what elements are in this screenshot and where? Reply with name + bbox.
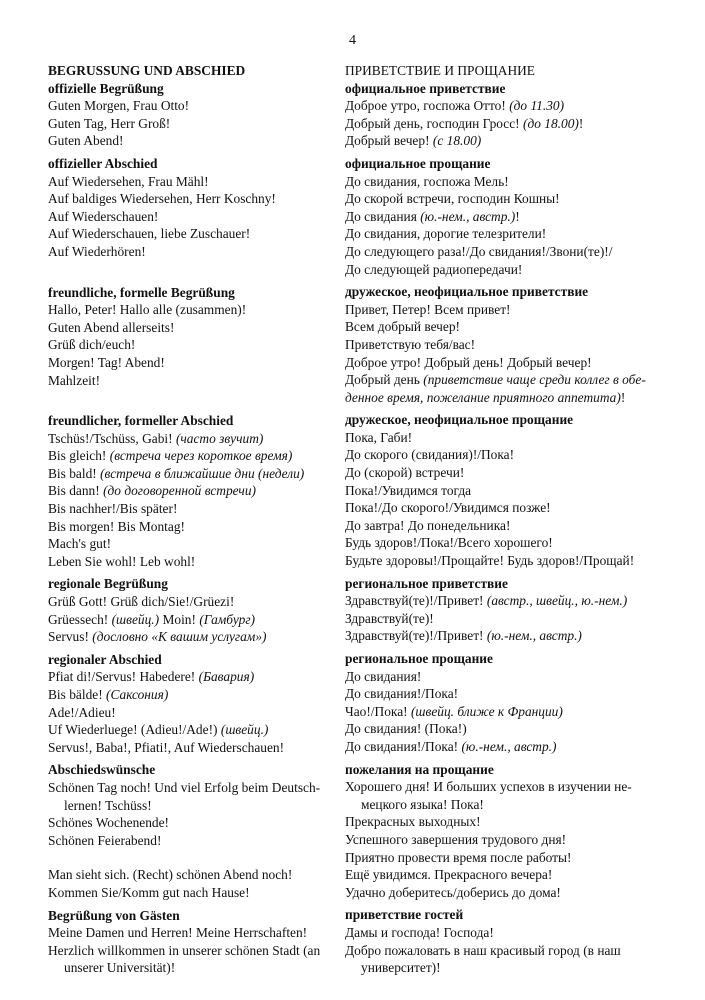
phrase-line	[345, 261, 657, 279]
phrase-text: дружеское, неофициальное приветствие	[345, 284, 589, 300]
phrase-text: Guten Tag, Herr Groß!	[48, 115, 171, 131]
phrase-text: Добрый день, господин Гросс!	[345, 115, 520, 131]
section-heading	[48, 62, 338, 80]
phrase-text: До свидания, госпожа Мель!	[345, 173, 509, 189]
phrase-line	[48, 797, 338, 815]
phrase-note: (ю.-нем., австр.)	[461, 738, 557, 754]
phrase-text: Schönes Wochenende!	[48, 815, 170, 831]
phrase-line	[48, 628, 338, 646]
phrase-text: Успешного завершения трудового дня!	[345, 831, 567, 847]
phrase-text: университет)!	[361, 960, 441, 976]
phrase-line	[48, 959, 338, 977]
phrase-text: Доброе утро, госпожа Отто!	[345, 98, 506, 114]
phrase-note: (с 18.00)	[432, 133, 482, 149]
phrase-line	[345, 703, 657, 721]
phrase-text: Здравствуй(те)!	[345, 610, 434, 626]
phrase-line	[345, 534, 657, 552]
phrase-line	[48, 354, 338, 372]
phrase-text: До свидания, дорогие телезрители!	[345, 226, 547, 242]
phrase-text: Привет, Петер! Всем привет!	[345, 301, 511, 317]
phrase-line	[48, 372, 338, 390]
phrase-text: До (скорой) встречи!	[345, 465, 465, 481]
phrase-line	[345, 592, 657, 610]
phrase-text: Servus!, Baba!, Pfiati!, Auf Wiederschauen!	[48, 739, 285, 755]
russian-column	[345, 62, 657, 977]
phrase-line	[48, 535, 338, 553]
phrase-text: Приветствую тебя/вас!	[345, 336, 476, 352]
phrase-text: Добрый день	[345, 372, 420, 388]
phrase-line	[345, 778, 657, 796]
section-heading	[48, 284, 338, 302]
section-heading	[48, 412, 338, 430]
phrase-line	[48, 482, 338, 500]
phrase-text: До скорого (свидания)!/Пока!	[345, 447, 515, 463]
phrase-text: Добрый вечер!	[345, 133, 430, 149]
phrase-text: freundlicher, formeller Abschied	[48, 413, 234, 429]
phrase-text: До свидания! (Пока!)	[345, 721, 467, 737]
phrase-line	[48, 721, 338, 739]
phrase-text: Bis dann!	[48, 483, 100, 499]
phrase-text: !	[515, 208, 520, 224]
phrase-text: Bis bälde!	[48, 687, 103, 702]
phrase-text: Bis bald!	[48, 465, 97, 481]
phrase-line	[48, 832, 338, 850]
phrase-line	[345, 97, 657, 115]
phrase-note: (до 11.30)	[509, 98, 565, 114]
phrase-line	[345, 464, 657, 482]
section-heading	[345, 80, 657, 98]
phrase-text: offizielle Begrüßung	[48, 80, 164, 96]
phrase-line	[345, 190, 657, 208]
phrase-text: lernen! Tschüss!	[64, 797, 152, 813]
phrase-note: (встреча в ближайшие дни (недели)	[100, 465, 305, 481]
phrase-text: региональное прощание	[345, 651, 493, 666]
phrase-line	[345, 208, 657, 226]
phrase-line	[345, 796, 657, 814]
phrase-line	[345, 371, 657, 389]
phrase-text: пожелания на прощание	[345, 761, 494, 777]
phrase-line	[345, 225, 657, 243]
phrase-text: мецкого языка! Пока!	[361, 796, 484, 812]
section-heading	[345, 155, 657, 173]
phrase-text: Grüessech!	[48, 611, 109, 627]
phrase-line	[345, 482, 657, 500]
phrase-text: Guten Abend!	[48, 133, 124, 149]
phrase-line	[345, 115, 657, 133]
phrase-line	[48, 319, 338, 337]
phrase-text: Хорошего дня! И больших успехов в изучении не-	[345, 779, 632, 795]
phrase-line	[48, 500, 338, 518]
phrase-line	[48, 336, 338, 354]
phrase-line	[345, 959, 657, 977]
phrase-text: Здравствуй(те)!/Привет!	[345, 593, 484, 609]
phrase-text: Добро пожаловать в наш красивый город (в наш	[345, 942, 621, 958]
phrase-text: Ещё увидимся. Прекрасного вечера!	[345, 867, 553, 883]
phrase-note: (ю.-нем., австр.)	[420, 208, 516, 224]
phrase-text: !	[620, 389, 626, 405]
phrase-text: Schönen Tag noch! Und viel Erfolg beim Deutsch-	[48, 779, 321, 795]
section-heading	[345, 761, 657, 779]
phrase-text: Herzlich willkommen in unserer schönen Stadt (an	[48, 942, 321, 958]
phrase-text: Leben Sie wohl! Leb wohl!	[48, 553, 196, 569]
phrase-line	[345, 446, 657, 464]
phrase-text: дружеское, неофициальное прощание	[345, 412, 574, 428]
phrase-line	[345, 668, 657, 686]
phrase-note: (швейц. ближе к Франции)	[410, 703, 563, 719]
phrase-line	[345, 813, 657, 831]
phrase-line	[345, 173, 657, 191]
phrase-line	[345, 610, 657, 628]
phrase-text: До свидания	[345, 208, 417, 224]
phrase-line	[345, 389, 657, 407]
phrase-text: Пока, Габи!	[345, 429, 413, 445]
section-heading	[345, 283, 657, 301]
phrase-text: Пока!/До скорого!/Увидимся позже!	[345, 500, 551, 516]
phrase-text: Чао!/Пока!	[345, 703, 408, 719]
phrase-text: Uf Wiederluege! (Adieu!/Ade!)	[48, 722, 218, 738]
section-heading	[345, 650, 657, 668]
phrase-note: (до 18.00)	[523, 115, 579, 131]
phrase-text: До свидания!/Пока!	[345, 738, 459, 754]
phrase-line	[345, 243, 657, 261]
phrase-line	[48, 430, 338, 448]
phrase-line	[48, 447, 338, 465]
phrase-text: Guten Morgen, Frau Otto!	[48, 98, 190, 114]
phrase-text: Bis nachher!/Bis später!	[48, 501, 178, 517]
phrase-line	[48, 686, 338, 704]
phrase-line	[48, 225, 338, 243]
phrase-line	[48, 779, 338, 797]
page-number: 4	[349, 33, 356, 48]
phrase-text: ПРИВЕТСТВИЕ И ПРОЩАНИЕ	[345, 63, 535, 78]
phrase-line	[48, 739, 338, 757]
phrase-note: (Саксония)	[106, 687, 169, 702]
phrase-text: !	[578, 115, 584, 131]
phrase-note: (встреча через короткое время)	[109, 448, 293, 464]
phrase-line	[48, 942, 338, 960]
phrase-text: Bis gleich!	[48, 448, 107, 464]
section-heading	[345, 906, 657, 924]
section-heading	[48, 907, 338, 925]
phrase-text: Auf Wiedersehen, Frau Mähl!	[48, 173, 209, 189]
phrase-text: regionaler Abschied	[48, 651, 162, 667]
phrase-text: Moin!	[162, 611, 196, 627]
phrase-text: BEGRUSSUNG UND ABSCHIED	[48, 63, 246, 78]
section-heading	[48, 155, 338, 173]
section-heading	[345, 575, 657, 593]
phrase-text: Kommen Sie/Komm gut nach Hause!	[48, 884, 250, 900]
phrase-text: региональное приветствие	[345, 575, 508, 591]
phrase-text: Grüß dich/euch!	[48, 337, 136, 353]
phrase-line	[48, 668, 338, 686]
phrase-text: Всем добрый вечер!	[345, 319, 461, 335]
phrase-text: Приятно провести время после работы!	[345, 849, 572, 865]
phrase-line	[345, 62, 657, 80]
phrase-text: Пока!/Увидимся тогда	[345, 482, 472, 498]
phrase-text: официальное приветствие	[345, 80, 506, 96]
phrase-line	[345, 499, 657, 517]
german-column	[48, 62, 338, 977]
phrase-text: regionale Begrüßung	[48, 576, 168, 592]
phrase-line	[48, 132, 338, 150]
phrase-text: Прекрасных выходных!	[345, 814, 481, 830]
phrase-text: Pfiat di!/Servus! Habedere!	[48, 669, 196, 685]
phrase-note: (приветствие чаще среди коллег в обе-	[423, 372, 646, 388]
phrase-text: Будь здоров!/Пока!/Всего хорошего!	[345, 535, 553, 551]
phrase-text: Auf Wiederhören!	[48, 243, 146, 259]
phrase-text: До следующего раза!/До свидания!/Звони(те)!/	[345, 243, 613, 259]
phrase-note: (ю.-нем., австр.)	[486, 628, 582, 644]
phrase-text: Meine Damen und Herren! Meine Herrschaften!	[48, 925, 308, 941]
phrase-line	[345, 627, 657, 645]
phrase-text: Tschüs!/Tschüss, Gabi!	[48, 430, 173, 446]
phrase-line	[48, 553, 338, 571]
phrase-text: Здравствуй(те)!/Привет!	[345, 628, 484, 644]
phrase-note: (швейц.)	[111, 611, 160, 627]
phrase-text: Schönen Feierabend!	[48, 832, 162, 848]
phrase-text: Будьте здоровы!/Прощайте! Будь здоров!/Прощай!	[345, 553, 635, 569]
phrase-line	[48, 611, 338, 629]
phrase-line	[345, 552, 657, 570]
phrase-note: (швейц.)	[220, 722, 269, 738]
phrase-line	[48, 465, 338, 483]
phrase-line	[345, 301, 657, 319]
phrase-text: Grüß Gott! Grüß dich/Sie!/Grüezi!	[48, 594, 235, 610]
phrase-line	[345, 884, 657, 902]
phrase-text: Man sieht sich. (Recht) schönen Abend noch!	[48, 867, 293, 883]
phrase-text: Удачно доберитесь/доберись до дома!	[345, 884, 561, 900]
phrase-text: Auf Wiederschauen!	[48, 208, 159, 224]
phrase-line	[345, 354, 657, 372]
phrase-text: До завтра! До понедельника!	[345, 517, 511, 533]
phrase-line	[48, 814, 338, 832]
section-heading	[48, 761, 338, 779]
phrase-line	[345, 685, 657, 703]
phrase-line	[345, 336, 657, 354]
section-heading	[48, 80, 338, 98]
phrase-line	[48, 518, 338, 536]
phrase-text: Morgen! Tag! Abend!	[48, 354, 165, 370]
phrase-text: Auf Wiederschauen, liebe Zuschauer!	[48, 226, 251, 242]
phrase-line	[48, 866, 338, 884]
phrase-text: До свидания!/Пока!	[345, 686, 459, 702]
phrase-line	[48, 301, 338, 319]
phrase-text: Abschiedswünsche	[48, 762, 156, 778]
phrase-text: Доброе утро! Добрый день! Добрый вечер!	[345, 354, 592, 370]
phrase-note: (австр., швейц., ю.-нем.)	[486, 593, 628, 609]
phrase-note: (дословно «К вашим услугам»)	[92, 629, 267, 645]
phrase-line	[48, 884, 338, 902]
phrase-text: Servus!	[48, 629, 89, 645]
phrase-line	[345, 924, 657, 942]
phrase-note: (Бавария)	[198, 669, 255, 685]
phrase-text: До скорой встречи, господин Кошны!	[345, 191, 560, 207]
phrase-text: официальное прощание	[345, 155, 491, 171]
phrase-line	[48, 190, 338, 208]
phrase-line	[345, 942, 657, 960]
phrase-line	[345, 738, 657, 756]
phrase-line	[48, 704, 338, 722]
phrase-text: Bis morgen! Bis Montag!	[48, 518, 186, 534]
phrase-line	[48, 173, 338, 191]
phrase-line	[345, 429, 657, 447]
phrase-line	[48, 115, 338, 133]
section-heading	[48, 575, 338, 593]
phrase-line	[345, 866, 657, 884]
phrase-line	[48, 924, 338, 942]
phrase-note: денное время, пожелание приятного аппетита)	[345, 389, 621, 405]
phrase-text: приветствие гостей	[345, 907, 464, 923]
section-heading	[345, 411, 657, 429]
phrase-line	[345, 517, 657, 535]
phrase-text: Hallo, Peter! Hallo alle (zusammen)!	[48, 302, 247, 318]
phrase-text: Mahlzeit!	[48, 372, 101, 388]
phrase-line	[345, 132, 657, 150]
phrase-line	[48, 243, 338, 261]
phrase-text: Guten Abend allerseits!	[48, 319, 175, 335]
phrase-line	[345, 318, 657, 336]
phrase-text: offizieller Abschied	[48, 155, 158, 171]
phrase-text: До свидания!	[345, 668, 422, 684]
phrase-text: freundliche, formelle Begrüßung	[48, 284, 235, 300]
phrase-line	[345, 849, 657, 867]
phrase-text: Дамы и господа! Господа!	[345, 924, 494, 940]
phrase-text: unserer Universität)!	[64, 960, 176, 976]
phrase-text: Auf baldiges Wiedersehen, Herr Koschny!	[48, 191, 276, 207]
phrase-line	[48, 208, 338, 226]
phrase-line	[48, 97, 338, 115]
section-heading	[48, 651, 338, 669]
phrase-note: (часто звучит)	[175, 430, 264, 446]
phrase-line	[345, 831, 657, 849]
phrase-note: (до договоренной встречи)	[103, 483, 256, 499]
phrase-text: Mach's gut!	[48, 536, 112, 552]
phrase-note: (Гамбург)	[199, 611, 256, 627]
phrase-text: Begrüßung von Gästen	[48, 907, 180, 923]
phrase-line	[48, 593, 338, 611]
phrase-text: До следующей радиопередачи!	[345, 261, 523, 277]
phrase-text: Ade!/Adieu!	[48, 704, 116, 720]
phrase-line	[345, 720, 657, 738]
